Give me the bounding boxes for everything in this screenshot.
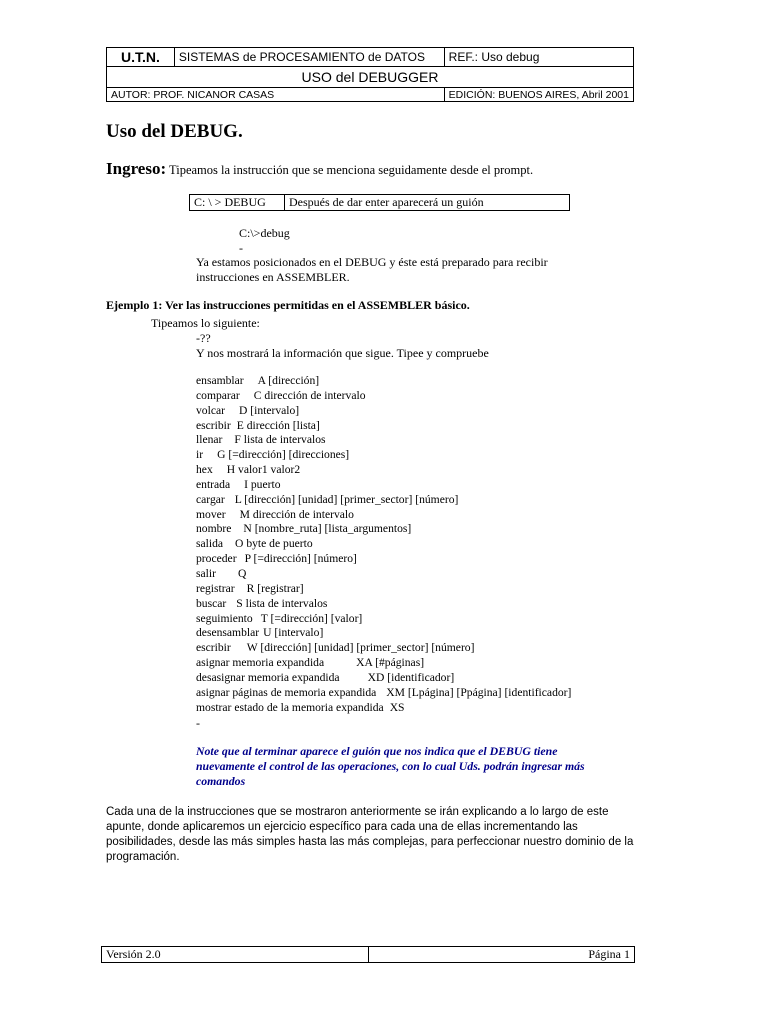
command-name: escribir [196,641,231,655]
command-syntax: G [=dirección] [direcciones] [217,448,350,462]
org-label: U.T.N. [107,48,175,67]
command-name: proceder [196,552,237,566]
command-name: asignar páginas de memoria expandida [196,685,377,699]
debug-command-item [196,478,571,493]
command-syntax: XM [Lpágina] [Ppágina] [identificador] [386,685,572,699]
page-number: Página 1 [369,947,635,963]
debug-command-item [196,508,571,523]
command-syntax: T [=dirección] [valor] [260,611,363,625]
note-text [196,744,596,789]
command-description: Después de dar enter aparecerá un guión [285,195,570,211]
debug-command-item [196,448,571,463]
command-syntax: XD [identificador] [367,670,455,684]
debug-command-item [196,626,571,641]
command-syntax: Q [237,566,247,580]
ingreso-label: Ingreso: [106,159,167,178]
debug-command-item [196,522,571,537]
section-title: Uso del DEBUG. [106,121,243,142]
example-type-text: Tipeamos lo siguiente: [151,316,260,330]
command-name: volcar [196,403,225,417]
debug-command-item [196,389,571,404]
command-name: buscar [196,596,227,610]
author-label: AUTOR: PROF. NICANOR CASAS [107,88,445,102]
debug-command-item [196,582,571,597]
command-syntax: I puerto [244,477,281,491]
command-name: asignar memoria expandida [196,656,325,670]
intro-text-line-1: Ya estamos posicionados en el DEBUG y éste está preparado para recibir [196,255,548,269]
command-syntax: XS [389,700,405,714]
debug-command-item [196,612,571,627]
end-dash: - [196,716,200,730]
command-name: ensamblar [196,374,244,387]
command-name: comparar [196,388,240,402]
command-name: registrar [196,581,235,595]
command-syntax: C dirección de intervalo [253,388,366,402]
debug-command-item [196,671,571,686]
command-name: entrada [196,477,231,491]
note-line: nuevamente el control de las operaciones, con lo cual Uds. podrán ingresar más [196,759,585,773]
example-title: Ejemplo 1: Ver las instrucciones permitidas en el ASSEMBLER básico. [106,298,470,312]
command-syntax: F lista de intervalos [234,433,326,447]
debug-command-item [196,597,571,612]
document-footer [101,946,635,963]
command-name: mostrar estado de la memoria expandida [196,700,384,714]
debug-command-item [196,404,571,419]
debug-command-item [196,463,571,478]
example-show-text: Y nos mostrará la información que sigue. Tipee y compruebe [196,346,489,360]
intro-text-line-2: instrucciones en ASSEMBLER. [196,270,350,284]
debug-command-item [196,493,571,508]
command-syntax: W [dirección] [unidad] [primer_sector] [número] [246,641,475,655]
command-syntax: E dirección [lista] [236,418,320,432]
command-name: hex [196,463,213,477]
command-syntax: A [dirección] [257,374,320,387]
example-input: -?? [196,331,211,345]
reference-label: REF.: Uso debug [444,48,633,67]
paragraph-line: Cada una de la instrucciones que se mostraron anteriormente se irán explicando a lo largo de este [106,806,609,818]
debug-command-item [196,641,571,656]
debug-command-item [196,374,571,389]
command-syntax: U [intervalo] [263,626,324,640]
version-label: Versión 2.0 [102,947,369,963]
paragraph-line: programación. [106,851,180,863]
command-name: llenar [196,433,223,447]
command-syntax: S lista de intervalos [236,596,328,610]
debug-command-item [196,701,571,716]
closing-paragraph [106,805,636,865]
debug-command-item [196,433,571,448]
command-name: desasignar memoria expandida [196,670,340,684]
debug-command-item [196,419,571,434]
command-cell: C: \ > DEBUG [190,195,285,211]
debug-command-list [196,374,571,715]
command-syntax: O byte de puerto [235,537,313,551]
command-name: nombre [196,522,232,536]
prompt-dash: - [239,241,243,255]
debug-command-item [196,537,571,552]
prompt-line: C:\>debug [239,226,290,240]
edition-label: EDICIÓN: BUENOS AIRES, Abril 2001 [444,88,633,102]
debug-command-item [196,552,571,567]
ingreso-text: Tipeamos la instrucción que se menciona seguidamente desde el prompt. [166,163,534,177]
command-syntax: R [registrar] [246,581,304,595]
command-name: seguimiento [196,611,253,625]
command-syntax: N [nombre_ruta] [lista_argumentos] [243,522,412,536]
command-syntax: P [=dirección] [número] [244,552,357,566]
command-name: mover [196,507,226,521]
subject-label: SISTEMAS de PROCESAMIENTO de DATOS [174,48,444,67]
debug-command-item [196,686,571,701]
ingreso-line [106,159,533,179]
command-syntax: D [intervalo] [238,403,300,417]
debug-command-item [196,656,571,671]
command-name: ir [196,448,204,462]
command-syntax: M dirección de intervalo [239,507,354,521]
document-title: USO del DEBUGGER [107,67,634,88]
document-header [106,47,634,102]
command-name: desensamblar [196,626,260,640]
command-name: salir [196,566,216,580]
command-name: cargar [196,492,225,506]
command-syntax: L [dirección] [unidad] [primer_sector] [número] [234,492,459,506]
command-name: salida [196,537,224,551]
paragraph-line: apunte, donde aplicaremos un ejercicio específico para cada una de ellas incrementando las [106,821,578,833]
note-line: Note que al terminar aparece el guión que nos indica que el DEBUG tiene [196,744,558,758]
paragraph-line: posibilidades, desde las más simples hasta las más complejas, para perfeccionar nuestro dominio de la [106,836,634,848]
command-name: escribir [196,418,231,432]
command-syntax: H valor1 valor2 [226,463,301,477]
command-box [189,194,570,211]
note-line: comandos [196,774,246,788]
command-syntax: XA [#páginas] [356,656,425,670]
debug-command-item [196,567,571,582]
